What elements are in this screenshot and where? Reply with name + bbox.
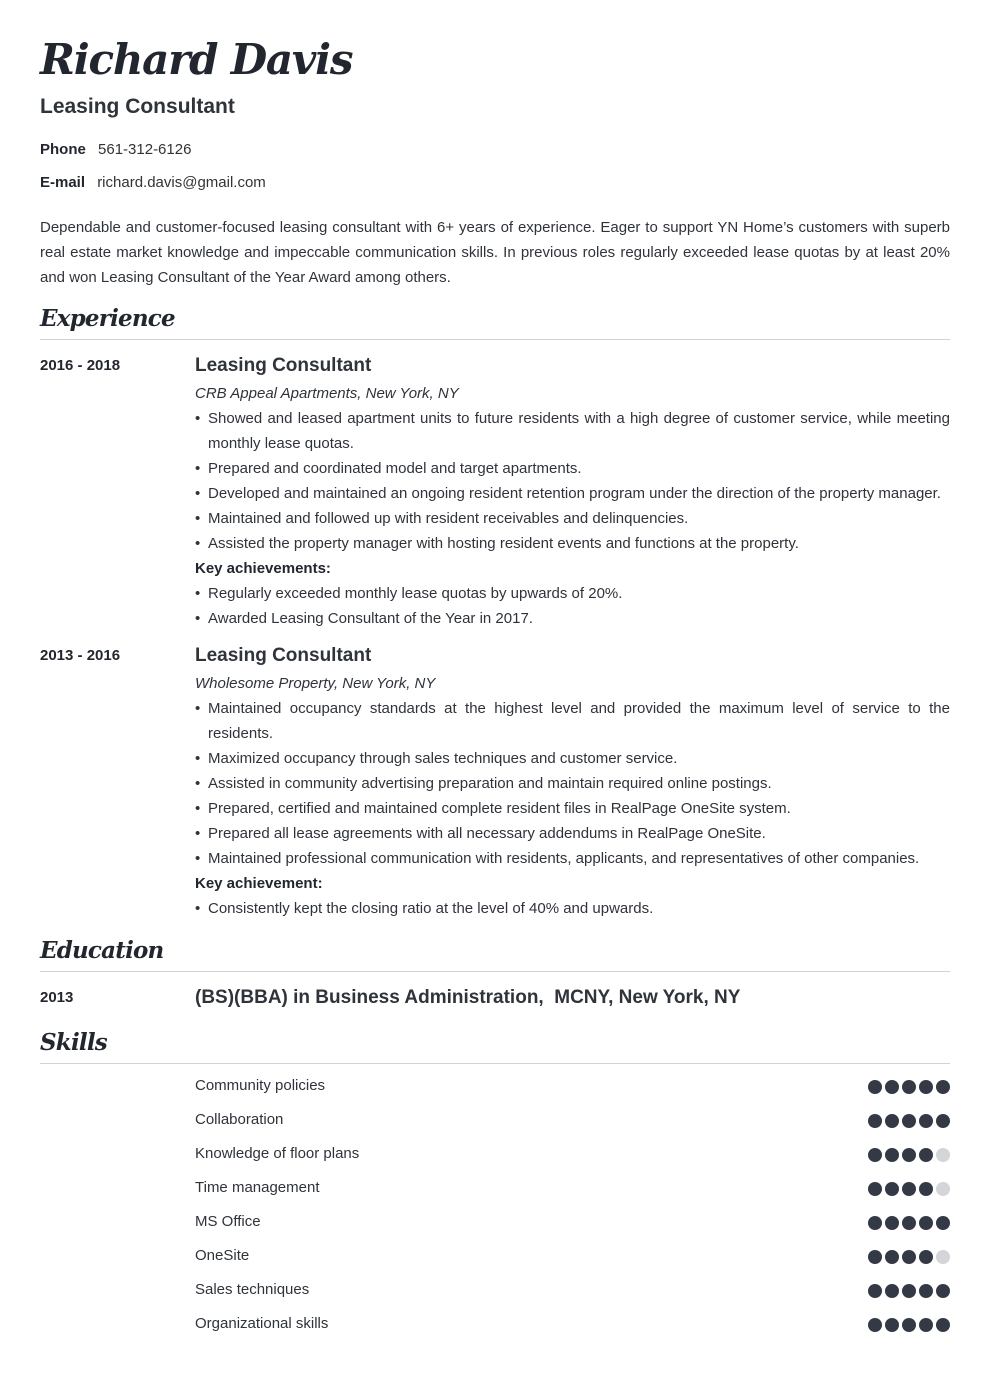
rating-dot-filled bbox=[902, 1114, 916, 1128]
job-dates: 2016 - 2018 bbox=[40, 357, 121, 374]
rating-dot-filled bbox=[885, 1216, 899, 1230]
key-achievements-label: Key achievement: bbox=[195, 875, 323, 892]
job-role: Leasing Consultant bbox=[195, 645, 372, 666]
achievement: • Regularly exceeded monthly lease quotas by upwards of 20%. bbox=[195, 581, 950, 606]
email-label: E-mail bbox=[40, 174, 86, 191]
skill-name: Community policies bbox=[195, 1077, 326, 1094]
rating-dot-filled bbox=[868, 1080, 882, 1094]
job-duty: • Assisted in community advertising preparation and maintain required online postings. bbox=[195, 771, 950, 796]
achievements-list bbox=[195, 581, 950, 631]
rating-dot-filled bbox=[885, 1318, 899, 1332]
rating-dot-filled bbox=[885, 1080, 899, 1094]
job-company: Wholesome Property, New York, NY bbox=[195, 675, 436, 692]
job-duty: • Maximized occupancy through sales techniques and customer service. bbox=[195, 746, 950, 771]
rating-dot-filled bbox=[885, 1284, 899, 1298]
skill-rating bbox=[868, 1216, 950, 1230]
skill-rating bbox=[868, 1318, 950, 1332]
candidate-name: Richard Davis bbox=[40, 35, 353, 84]
skill-row bbox=[195, 1110, 950, 1144]
skill-row bbox=[195, 1314, 950, 1348]
rating-dot-filled bbox=[919, 1216, 933, 1230]
education-year: 2013 bbox=[40, 989, 74, 1006]
skill-rating bbox=[868, 1080, 950, 1094]
rating-dot-filled bbox=[919, 1080, 933, 1094]
rating-dot-filled bbox=[868, 1250, 882, 1264]
rating-dot-filled bbox=[902, 1216, 916, 1230]
email-value: richard.davis@gmail.com bbox=[97, 174, 266, 191]
rating-dot-filled bbox=[885, 1148, 899, 1162]
rating-dot-filled bbox=[868, 1114, 882, 1128]
education-degree: (BS)(BBA) in Business Administration, MCNY, New York, NY bbox=[195, 987, 741, 1008]
education-entry bbox=[40, 985, 950, 1010]
skill-row bbox=[195, 1246, 950, 1280]
phone-row bbox=[40, 140, 191, 160]
email-row bbox=[40, 173, 266, 193]
skill-row bbox=[195, 1076, 950, 1110]
rating-dot-filled bbox=[902, 1318, 916, 1332]
skill-rating bbox=[868, 1284, 950, 1298]
rating-dot-filled bbox=[902, 1250, 916, 1264]
achievements-list bbox=[195, 896, 950, 921]
skill-name: Collaboration bbox=[195, 1111, 284, 1128]
rating-dot-filled bbox=[936, 1114, 950, 1128]
rating-dot-filled bbox=[936, 1080, 950, 1094]
skills-section-heading bbox=[40, 1029, 950, 1064]
rating-dot-empty bbox=[936, 1182, 950, 1196]
experience-heading-text: Experience bbox=[40, 305, 175, 332]
rating-dot-filled bbox=[868, 1182, 882, 1196]
rating-dot-filled bbox=[902, 1182, 916, 1196]
rating-dot-filled bbox=[919, 1182, 933, 1196]
rating-dot-filled bbox=[919, 1284, 933, 1298]
rating-dot-filled bbox=[885, 1250, 899, 1264]
skills-list bbox=[195, 1076, 950, 1348]
job-body bbox=[195, 353, 950, 631]
rating-dot-filled bbox=[936, 1216, 950, 1230]
skill-name: Time management bbox=[195, 1179, 320, 1196]
job-company: CRB Appeal Apartments, New York, NY bbox=[195, 385, 459, 402]
experience-section-heading bbox=[40, 305, 950, 340]
skill-row bbox=[195, 1280, 950, 1314]
job-duty: • Maintained occupancy standards at the highest level and provided the maximum level of service to the residents. bbox=[195, 696, 950, 746]
rating-dot-filled bbox=[936, 1284, 950, 1298]
rating-dot-filled bbox=[919, 1318, 933, 1332]
rating-dot-filled bbox=[919, 1114, 933, 1128]
job-body bbox=[195, 643, 950, 921]
skill-name: Sales techniques bbox=[195, 1281, 310, 1298]
job-duty: • Maintained professional communication with residents, applicants, and representatives of other companies. bbox=[195, 846, 950, 871]
skill-name: Knowledge of floor plans bbox=[195, 1145, 360, 1162]
rating-dot-filled bbox=[902, 1148, 916, 1162]
job-duties-list bbox=[195, 696, 950, 871]
skill-rating bbox=[868, 1114, 950, 1128]
job-role: Leasing Consultant bbox=[195, 355, 372, 376]
skill-rating bbox=[868, 1148, 950, 1162]
rating-dot-filled bbox=[919, 1250, 933, 1264]
rating-dot-filled bbox=[868, 1216, 882, 1230]
skill-rating bbox=[868, 1182, 950, 1196]
achievement: • Awarded Leasing Consultant of the Year in 2017. bbox=[195, 606, 950, 631]
phone-value: 561-312-6126 bbox=[98, 141, 192, 158]
skill-row bbox=[195, 1144, 950, 1178]
rating-dot-empty bbox=[936, 1148, 950, 1162]
rating-dot-empty bbox=[936, 1250, 950, 1264]
skill-name: MS Office bbox=[195, 1213, 261, 1230]
job-duty: • Maintained and followed up with resident receivables and delinquencies. bbox=[195, 506, 950, 531]
rating-dot-filled bbox=[902, 1080, 916, 1094]
job-duties-list bbox=[195, 406, 950, 556]
rating-dot-filled bbox=[885, 1182, 899, 1196]
achievement: • Consistently kept the closing ratio at the level of 40% and upwards. bbox=[195, 896, 950, 921]
job-duty: • Prepared all lease agreements with all necessary addendums in RealPage OneSite. bbox=[195, 821, 950, 846]
skill-rating bbox=[868, 1250, 950, 1264]
skills-heading-text: Skills bbox=[40, 1029, 107, 1056]
phone-label: Phone bbox=[40, 141, 86, 158]
rating-dot-filled bbox=[868, 1318, 882, 1332]
education-heading-text: Education bbox=[40, 937, 164, 964]
skill-name: OneSite bbox=[195, 1247, 250, 1264]
skill-row bbox=[195, 1178, 950, 1212]
job-duty: • Prepared and coordinated model and target apartments. bbox=[195, 456, 950, 481]
rating-dot-filled bbox=[868, 1148, 882, 1162]
skill-row bbox=[195, 1212, 950, 1246]
job-duty: • Assisted the property manager with hosting resident events and functions at the property. bbox=[195, 531, 950, 556]
key-achievements-label: Key achievements: bbox=[195, 560, 331, 577]
candidate-title: Leasing Consultant bbox=[40, 95, 235, 118]
rating-dot-filled bbox=[885, 1114, 899, 1128]
job-dates: 2013 - 2016 bbox=[40, 647, 121, 664]
education-section-heading bbox=[40, 937, 950, 972]
rating-dot-filled bbox=[868, 1284, 882, 1298]
skill-name: Organizational skills bbox=[195, 1315, 329, 1332]
rating-dot-filled bbox=[902, 1284, 916, 1298]
profile-summary: Dependable and customer-focused leasing consultant with 6+ years of experience. Eager to support YN Home’s customers with superb real estate market knowledge and impeccable communication skills. In previous roles regularly exceeded lease quotas by at least 20% and won Leasing Consultant of the Year Award among others. bbox=[40, 219, 950, 286]
rating-dot-filled bbox=[936, 1318, 950, 1332]
job-duty: • Developed and maintained an ongoing resident retention program under the direction of the property manager. bbox=[195, 481, 950, 506]
rating-dot-filled bbox=[919, 1148, 933, 1162]
job-duty: • Showed and leased apartment units to future residents with a high degree of customer service, while meeting monthly lease quotas. bbox=[195, 406, 950, 456]
job-duty: • Prepared, certified and maintained complete resident files in RealPage OneSite system. bbox=[195, 796, 950, 821]
